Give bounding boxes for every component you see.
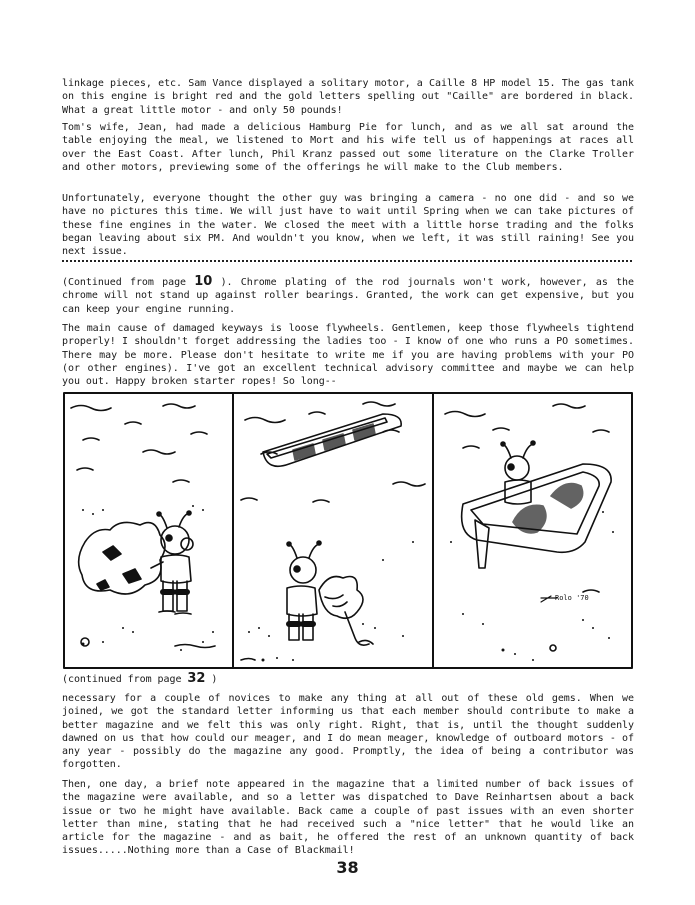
paragraph-continued-from-32 <box>62 672 634 686</box>
continued-label: (Continued from page <box>62 277 195 288</box>
comic-panel-3 <box>445 404 614 661</box>
page-number: 38 <box>336 858 359 877</box>
artist-signature: Rolo '70 <box>555 594 589 602</box>
comic-panel-2 <box>241 402 425 662</box>
page-reference: 10 <box>194 274 213 289</box>
paragraph-novices: necessary for a couple of novices to make any thing at all out of these old gems. When we joined, we got the standard letter informing us that each member should contribute to make a better magazine and we felt this was only right. Right, that is, until the thought suddenly dawned on us that how could our meager, and I do mean meager, knowledge of outboard motors - of any year - possibly do the magazine any good. Promptly, the idea of being a contributor was forgotten. <box>62 693 634 771</box>
paragraph-meet-report-1: linkage pieces, etc. Sam Vance displayed a solitary motor, a Caille 8 HP model 15. The gas tank on this engine is bright red and the gold letters spelling out "Caille" are bordered in black. What a great little motor - and only 50 pounds! <box>62 78 634 116</box>
paragraph-blackmail: Then, one day, a brief note appeared in the magazine that a limited number of back issues of the magazine were available, and so a letter was dispatched to Dave Reinhartsen about a back issue or two he might have available. Back came a couple of past issues with an even shorter letter than mine, stating that he had received such a "nice letter" that he would like an article for the magazine - and as bait, he offered the rest of an unknown quantity of back issues.....Nothing more than a Case of Blackmail! <box>62 779 634 857</box>
continued-label-2: (continued from page <box>62 674 188 685</box>
dotted-separator <box>62 260 632 262</box>
continued-suffix-2: ) <box>205 674 218 685</box>
paragraph-meet-report-2: Tom's wife, Jean, had made a delicious Hamburg Pie for lunch, and as we all sat around the table enjoying the meal, we listened to Mort and his wife tell us of happenings at races all over the East Coast. After lunch, Phil Kranz passed out some literature on the Clarke Troller and other motors, previewing some of the offerings he will make to the Club members. <box>62 122 634 173</box>
comic-strip <box>63 392 633 669</box>
comic-panel-1 <box>71 404 215 651</box>
continued-text: ). Chrome plating of the rod journals won't work, however, as the chrome will not stand up against roller bearings. Granted, the work can get expensive, but you can keep your engine running. <box>62 277 634 315</box>
paragraph-meet-report-3: Unfortunately, everyone thought the other guy was bringing a camera - no one did - and so we have no pictures this time. We will just have to wait until Spring when we can take pictures of these fine engines in the water. We closed the meet with a little horse trading and the folks began leaving about six PM. And wouldn't you know, when we left, it was still raining! See you next issue. <box>62 193 634 258</box>
page-reference-2: 32 <box>187 671 206 686</box>
paragraph-keyways: The main cause of damaged keyways is loose flywheels. Gentlemen, keep those flywheels tightend properly! I shouldn't forget addressing the ladies too - I know of one who runs a PO sometimes. There may be more. Please don't hesitate to write me if you are having problems with your PO (or other engines). I've got an excellent technical advisory committee and maybe we can help you out. Happy broken starter ropes! So long-- <box>62 323 634 388</box>
paragraph-continued-from-10 <box>62 275 634 316</box>
